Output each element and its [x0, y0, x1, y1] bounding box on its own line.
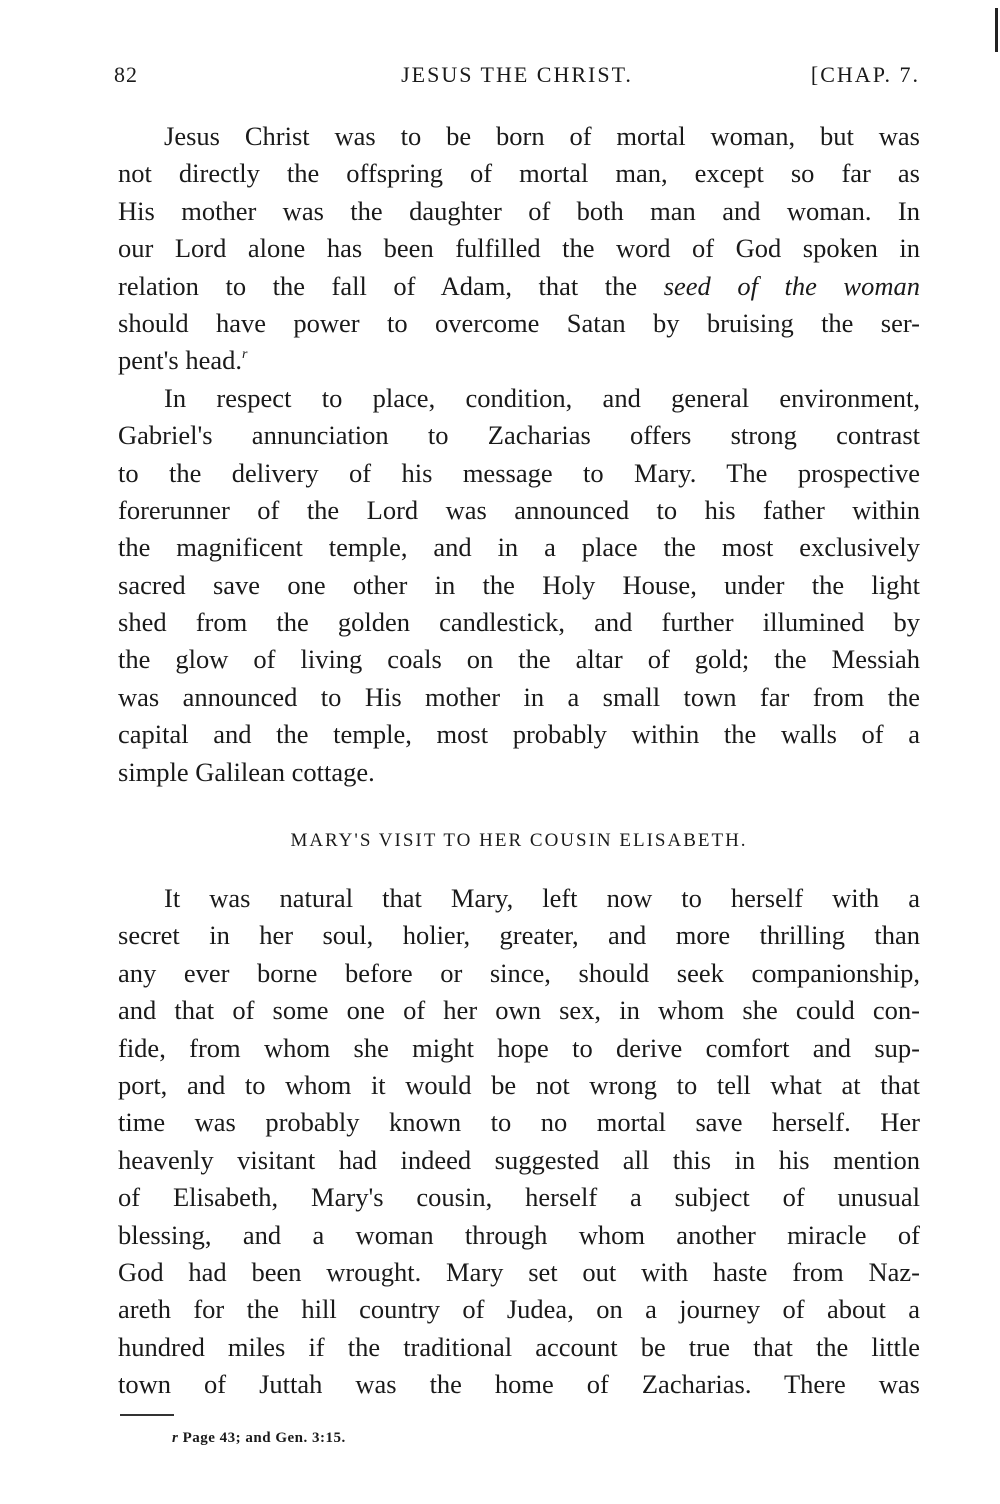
- text-segment: pent's head.: [118, 345, 242, 376]
- text-line: Gabriel's annunciation to Zacharias offers strong contrast: [118, 420, 920, 451]
- page-number: 82: [114, 62, 138, 87]
- text-line: fide, from whom she might hope to derive comfort and sup-: [118, 1032, 920, 1063]
- body-text-bottom: [118, 880, 920, 1403]
- text-line: and that of some one of her own sex, in whom she could con-: [118, 995, 920, 1026]
- text-line: our Lord alone has been fulfilled the word of God spoken in: [118, 233, 920, 264]
- text-line: His mother was the daughter of both man and woman. In: [118, 195, 920, 226]
- text-line: the magnificent temple, and in a place the most exclusively: [118, 532, 920, 563]
- text-line: capital and the temple, most probably within the walls of a: [118, 719, 920, 750]
- text-line: to the delivery of his message to Mary. The prospective: [118, 457, 920, 488]
- text-line: forerunner of the Lord was announced to his father within: [118, 494, 920, 525]
- footnote: [172, 1430, 346, 1447]
- footnote-reference[interactable]: r: [242, 347, 248, 363]
- text-line: port, and to whom it would be not wrong to tell what at that: [118, 1069, 920, 1100]
- text-line: [118, 342, 920, 379]
- text-line: shed from the golden candlestick, and further illumined by: [118, 607, 920, 638]
- footnote-mark: r: [172, 1430, 179, 1446]
- book-title: JESUS THE CHRIST.: [401, 62, 633, 87]
- chapter-label: [CHAP. 7.: [810, 62, 920, 87]
- italic-phrase: seed of the woman: [663, 270, 920, 301]
- text-line: was announced to His mother in a small town far from the: [118, 681, 920, 712]
- text-line: not directly the offspring of mortal man, except so far as: [118, 158, 920, 189]
- text-line: secret in her soul, holier, greater, and more thrilling than: [118, 920, 920, 951]
- text-line: sacred save one other in the Holy House, under the light: [118, 569, 920, 600]
- text-line: the glow of living coals on the altar of gold; the Messiah: [118, 644, 920, 675]
- text-line: of Elisabeth, Mary's cousin, herself a subject of unusual: [118, 1182, 920, 1213]
- text-line: God had been wrought. Mary set out with haste from Naz-: [118, 1256, 920, 1287]
- text-line: should have power to overcome Satan by bruising the ser-: [118, 307, 920, 338]
- footnote-text: Page 43; and Gen. 3:15.: [182, 1430, 346, 1446]
- text-line: [118, 268, 920, 305]
- text-line: simple Galilean cottage.: [118, 756, 375, 787]
- text-line: Jesus Christ was to be born of mortal woman, but was: [164, 121, 920, 151]
- text-segment: relation to the fall of Adam, that the: [118, 270, 664, 301]
- text-line: time was probably known to no mortal save herself. Her: [118, 1107, 920, 1138]
- text-line: heavenly visitant had indeed suggested all this in his mention: [118, 1144, 920, 1175]
- text-line: blessing, and a woman through whom another miracle of: [118, 1219, 920, 1250]
- text-line: town of Juttah was the home of Zacharias. There was: [118, 1369, 920, 1400]
- footnote-divider: [120, 1414, 174, 1416]
- page-edge-mark: [995, 8, 998, 52]
- text-line: any ever borne before or since, should seek companionship,: [118, 957, 920, 988]
- text-line: hundred miles if the traditional account be true that the little: [118, 1331, 920, 1362]
- text-line: It was natural that Mary, left now to herself with a: [164, 883, 920, 913]
- text-line: In respect to place, condition, and general environment,: [164, 382, 920, 413]
- running-header: [114, 62, 920, 92]
- body-text-top: [118, 118, 920, 791]
- text-line: areth for the hill country of Judea, on a journey of about a: [118, 1294, 920, 1325]
- section-heading: MARY'S VISIT TO HER COUSIN ELISABETH.: [290, 830, 748, 851]
